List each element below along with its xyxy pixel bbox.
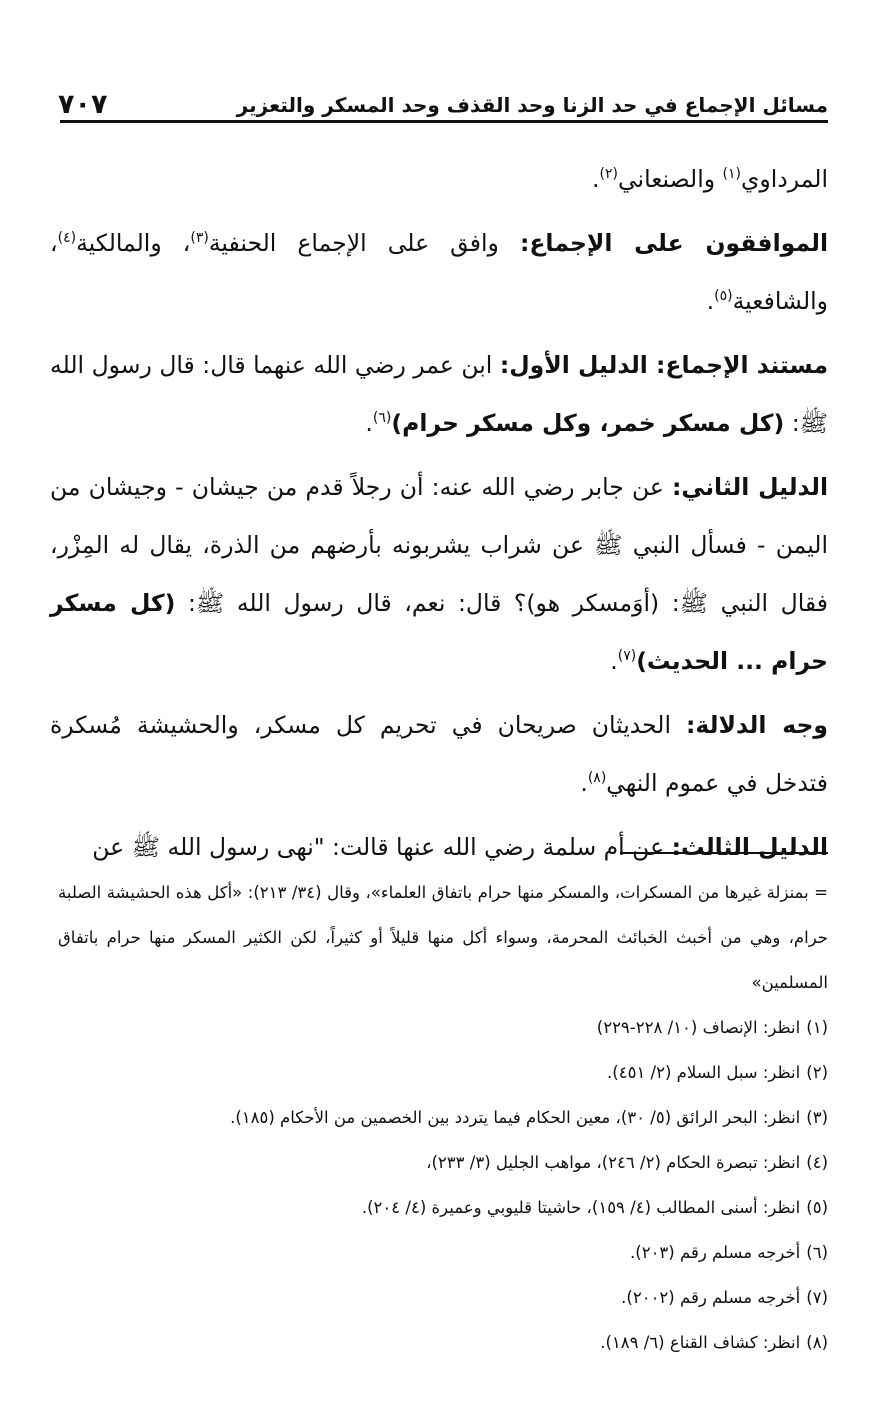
header-rule	[60, 120, 828, 123]
footnote-number: (٢)	[806, 1063, 828, 1082]
footnote-text: انظر: الإنصاف (١٠/ ٢٢٨-٢٢٩)	[596, 1018, 801, 1037]
paragraph-indication: وجه الدلالة: الحديثان صريحان في تحريم كل مسكر، والحشيشة مُسكرة فتدخل في عموم النهي$^{(٨)}$.	[50, 711, 828, 797]
footnote-continuation: = بمنزلة غيرها من المسكرات، والمسكر منها حرام باتفاق العلماء»، وقال (٣٤/ ٢١٣): «أكل هذه الحشيشة الصلبة حرام، وهي من أخبث الخبائث المحرمة، وسواء أكل منها قليلاً أو كثيراً، لكن الكثير المسكر منها حرام باتفاق المسلمين»	[58, 883, 828, 992]
section-label: الدليل الثالث:	[671, 833, 828, 861]
footnote-text: أخرجه مسلم رقم (٢٠٠٢).	[621, 1288, 801, 1307]
footnote-number: (٤)	[806, 1153, 828, 1172]
footnote-item	[58, 1320, 828, 1365]
paragraph-second-evidence: الدليل الثاني: عن جابر رضي الله عنه: أن رجلاً قدم من جيشان - وجيشان من اليمن - فسأل النبي ﷺ عن شراب يشربونه بأرضهم من الذرة، يقال له المِزْر، فقال النبي ﷺ: (أوَمسكر هو)؟ قال: نعم، قال رسول الله ﷺ: (كل مسكر حرام ... الحديث)$^{(٧)}$.	[50, 473, 828, 675]
footnote-text: انظر: سبل السلام (٢/ ٤٥١).	[607, 1063, 801, 1082]
main-text	[50, 150, 828, 882]
footnote-ref-3[interactable]: (٣)	[190, 230, 209, 246]
footnote-ref-7[interactable]: (٧)	[617, 648, 637, 664]
footnote-number: (٧)	[806, 1288, 828, 1307]
footnote-number: (٥)	[806, 1198, 828, 1217]
running-title: مسائل الإجماع في حد الزنا وحد القذف وحد المسكر والتعزير	[236, 93, 828, 117]
page-number: ٧٠٧	[58, 89, 108, 120]
footnote-text: أخرجه مسلم رقم (٢٠٣).	[630, 1243, 801, 1262]
section-label: وجه الدلالة:	[686, 711, 828, 739]
footnote-number: (٣)	[806, 1108, 828, 1127]
footnote-ref-4[interactable]: (٤)	[57, 230, 77, 246]
footnote-ref-5[interactable]: (٥)	[714, 288, 733, 304]
page-header	[58, 76, 828, 120]
paragraph-1: المرداوي$^{(١)}$ والصنعاني$^{(٢)}$.	[591, 165, 828, 193]
paragraph-third-evidence: الدليل الثالث: عن أم سلمة رضي الله عنها قالت: "نهى رسول الله ﷺ عن	[92, 833, 828, 861]
footnote-item	[58, 1230, 828, 1275]
footnote-item	[58, 1005, 828, 1050]
footnote-ref-2[interactable]: (٢)	[599, 166, 618, 182]
footnote-number: (١)	[806, 1018, 828, 1037]
footnote-list	[58, 1005, 828, 1365]
footnote-text: انظر: كشاف القناع (٦/ ١٨٩).	[600, 1333, 801, 1352]
paragraph-agreeing-schools: الموافقون على الإجماع: وافق على الإجماع الحنفية$^{(٣)}$، والمالكية$^{(٤)}$، والشافعية$^{(٥)}$.	[50, 229, 828, 315]
section-label: مستند الإجماع: الدليل الأول:	[499, 351, 828, 379]
hadith-quote: (كل مسكر حرام ... الحديث)	[50, 589, 828, 675]
section-label: الدليل الثاني:	[672, 473, 828, 501]
footnote-text: انظر: تبصرة الحكام (٢/ ٢٤٦)، مواهب الجليل (٣/ ٢٣٣)،	[426, 1153, 801, 1172]
footnote-item	[58, 1140, 828, 1185]
hadith-quote: (كل مسكر خمر، وكل مسكر حرام)	[391, 409, 785, 437]
footnote-number: (٦)	[806, 1243, 828, 1262]
footnote-number: (٨)	[806, 1333, 828, 1352]
section-label: الموافقون على الإجماع:	[519, 229, 828, 257]
footnote-text: انظر: أسنى المطالب (٤/ ١٥٩)، حاشيتا قليوبي وعميرة (٤/ ٢٠٤).	[361, 1198, 801, 1217]
footnote-item	[58, 1275, 828, 1320]
footnote-item	[58, 1050, 828, 1095]
paragraph-first-evidence: مستند الإجماع: الدليل الأول: ابن عمر رضي الله عنهما قال: قال رسول الله ﷺ: (كل مسكر خمر، وكل مسكر حرام)$^{(٦)}$.	[50, 351, 828, 437]
footnote-ref-1[interactable]: (١)	[722, 166, 742, 182]
footnote-separator	[620, 852, 828, 854]
footnote-ref-8[interactable]: (٨)	[587, 770, 607, 786]
footnotes	[58, 870, 828, 1365]
footnote-item	[58, 1185, 828, 1230]
footnote-item	[58, 1095, 828, 1140]
footnote-text: انظر: البحر الرائق (٥/ ٣٠)، معين الحكام فيما يتردد بين الخصمين من الأحكام (١٨٥).	[230, 1108, 801, 1127]
footnote-ref-6[interactable]: (٦)	[372, 410, 392, 426]
